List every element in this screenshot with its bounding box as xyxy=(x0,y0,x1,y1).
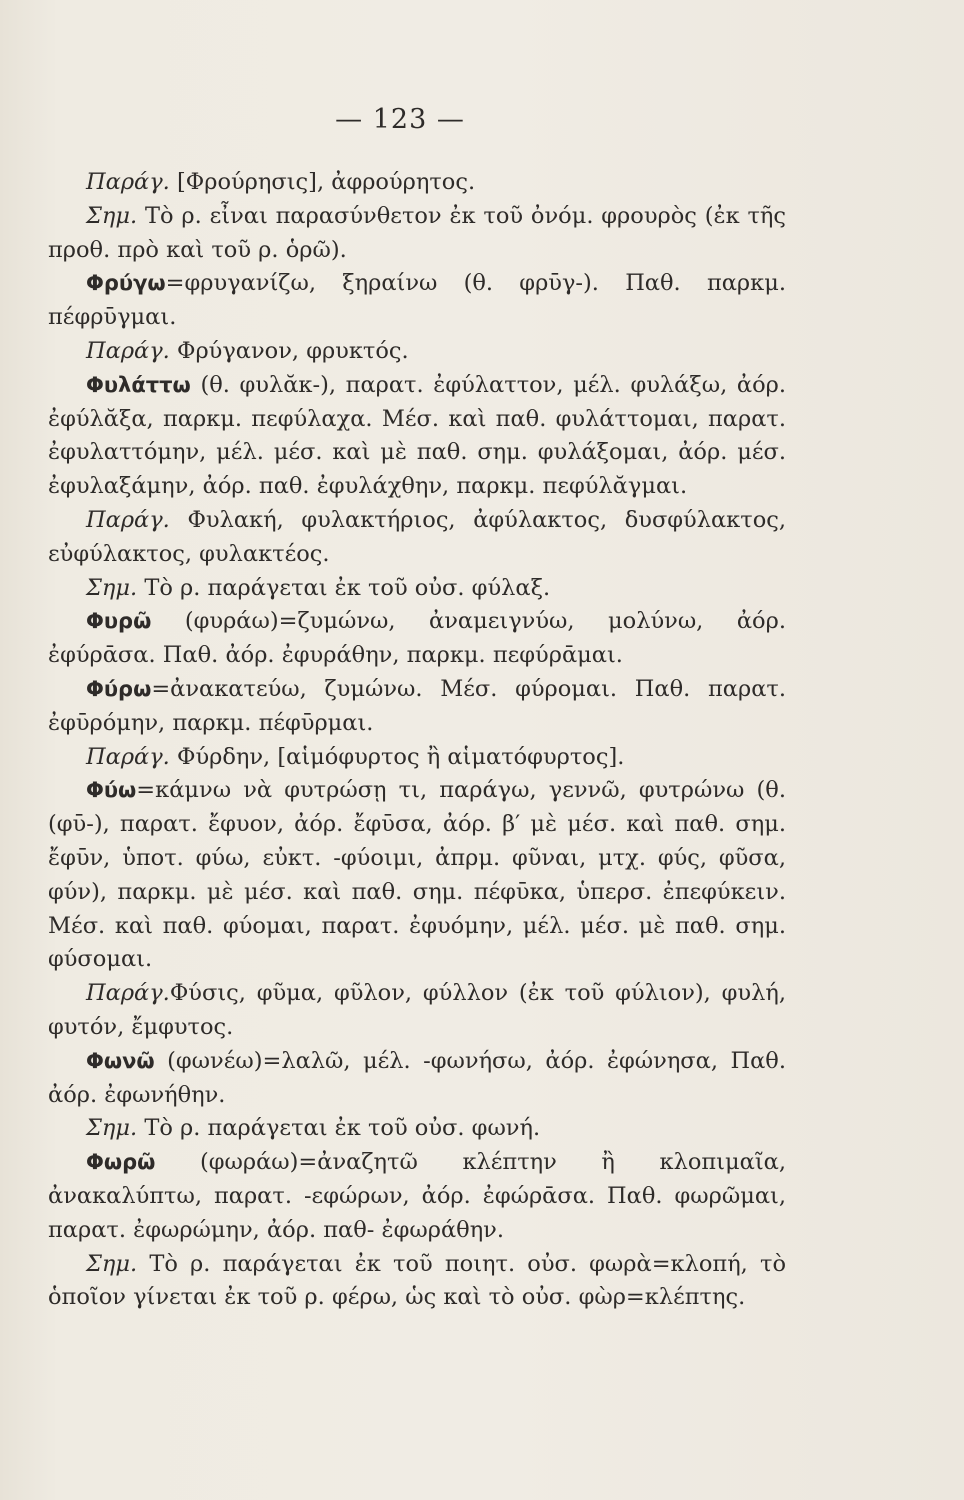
entry-text: (θ. φυλᾰκ-), παρατ. ἐφύλαττον, μέλ. φυλάξω, ἀόρ. ἐφύλᾰξα, παρκμ. πεφύλαχα. Μέσ. καὶ παθ. φυλάττομαι, παρατ. ἐφυλαττόμην, μέλ. μέσ. καὶ μὲ παθ. σημ. φυλάξομαι, ἀόρ. μέσ. ἐφυλαξάμην, ἀόρ. παθ. ἐφυλάχθην, παρκμ. πεφύλᾰγμαι. xyxy=(48,371,786,500)
entry-text: =κάμνω νὰ φυτρώσῃ τι, παράγω, γεννῶ, φυτρώνω (θ. (φῡ-), παρατ. ἔφυον, ἀόρ. ἔφῡσα, ἀόρ. β′ μὲ μέσ. καὶ παθ. σημ. ἔφῡν, ὑποτ. φύω, εὐκτ. -φύοιμι, ἀπρμ. φῦναι, μτχ. φύς, φῦσα, φύν), παρκμ. μὲ μέσ. καὶ παθ. σημ. πέφῡκα, ὑπερσ. ἐπεφύκειν. Μέσ. καὶ παθ. φύομαι, παρατ. ἐφυόμην, μέλ. μέσ. μὲ παθ. σημ. φύσομαι. xyxy=(48,777,786,973)
entry xyxy=(48,774,786,977)
paragraph xyxy=(48,504,786,572)
section-label: Σημ. xyxy=(86,574,138,601)
paragraph xyxy=(48,1112,786,1146)
headword: Φυρῶ xyxy=(86,609,152,634)
paragraph-text: Φύσις, φῦμα, φῦλον, φύλλον (ἐκ τοῦ φύλιον), φυλή, φυτόν, ἔμφυτος. xyxy=(48,980,786,1040)
paragraph-text: Φυλακή, φυλακτήριος, ἀφύλακτος, δυσφύλακτος, εὐφύλακτος, φυλακτέος. xyxy=(48,506,786,567)
entry-text: =φρυγανίζω, ξηραίνω (θ. φρῡγ-). Παθ. παρκμ. πέφρῡγμαι. xyxy=(48,270,786,331)
paragraph xyxy=(48,166,786,200)
headword: Φύω xyxy=(86,778,137,803)
paragraph-text: Τὸ ρ. παράγεται ἐκ τοῦ οὐσ. φύλαξ. xyxy=(137,574,551,601)
paragraph-text: Τὸ ρ. παράγεται ἐκ τοῦ οὐσ. φωνή. xyxy=(137,1115,541,1142)
headword: Φωρῶ xyxy=(86,1150,156,1175)
entry xyxy=(48,673,786,741)
headword: Φρύγω xyxy=(86,271,166,296)
entry xyxy=(48,267,786,335)
section-label: Παράγ. xyxy=(86,169,170,195)
section-label: Σημ. xyxy=(86,202,138,229)
paragraph-text: Τὸ ρ. εἶναι παρασύνθετον ἐκ τοῦ ὀνόμ. φρουρὸς (ἐκ τῆς προθ. πρὸ καὶ τοῦ ρ. ὁρῶ). xyxy=(48,202,786,263)
entry-text: (φυράω)=ζυμώνω, ἀναμειγνύω, μολύνω, ἀόρ. ἐφύρᾱσα. Παθ. ἀόρ. ἐφυράθην, παρκμ. πεφύρᾱμαι. xyxy=(48,608,786,669)
headword: Φύρω xyxy=(86,676,152,701)
paragraph xyxy=(48,741,786,775)
section-label: Παράγ. xyxy=(86,980,170,1007)
entry-text: (φωράω)=ἀναζητῶ κλέπτην ἢ κλοπιμαῖα, ἀνακαλύπτω, παρατ. -εφώρων, ἀόρ. ἐφώρᾱσα. Παθ. φωρῶμαι, παρατ. ἐφωρώμην, ἀόρ. παθ- ἐφωράθην. xyxy=(48,1149,786,1243)
page-number: — 123 — xyxy=(335,104,465,135)
dictionary-text xyxy=(48,166,786,1315)
paragraph-text: [Φρούρησις], ἀφρούρητος. xyxy=(169,169,476,195)
headword: Φωνῶ xyxy=(86,1048,155,1073)
entry-text: (φωνέω)=λαλῶ, μέλ. -φωνήσω, ἀόρ. ἐφώνησα, Παθ. ἀόρ. ἐφωνήθην. xyxy=(48,1047,786,1108)
paragraph xyxy=(48,1248,786,1316)
paragraph xyxy=(48,200,786,268)
section-label: Παράγ. xyxy=(86,337,170,364)
section-label: Παράγ. xyxy=(86,506,170,533)
paragraph xyxy=(48,977,786,1045)
section-label: Παράγ. xyxy=(86,743,170,770)
paragraph xyxy=(48,335,786,369)
entry xyxy=(48,605,786,673)
entry xyxy=(48,1045,786,1113)
section-label: Σημ. xyxy=(86,1115,138,1142)
paragraph-text: Τὸ ρ. παράγεται ἐκ τοῦ ποιητ. οὐσ. φωρὰ=κλοπή, τὸ ὁποῖον γίνεται ἐκ τοῦ ρ. φέρω, ὡς καὶ τὸ οὐσ. φὼρ=κλέπτης. xyxy=(48,1250,786,1311)
headword: Φυλάττω xyxy=(86,372,191,397)
paragraph xyxy=(48,572,786,606)
paragraph-text: Φρύγανον, φρυκτός. xyxy=(169,337,409,364)
entry xyxy=(48,1146,786,1247)
paragraph-text: Φύρδην, [αἱμόφυρτος ἢ αἱματόφυρτος]. xyxy=(169,743,625,770)
section-label: Σημ. xyxy=(86,1250,138,1277)
entry xyxy=(48,369,786,504)
entry-text: =ἀνακατεύω, ζυμώνω. Μέσ. φύρομαι. Παθ. παρατ. ἐφῡρόμην, παρκμ. πέφῡρμαι. xyxy=(48,675,786,736)
